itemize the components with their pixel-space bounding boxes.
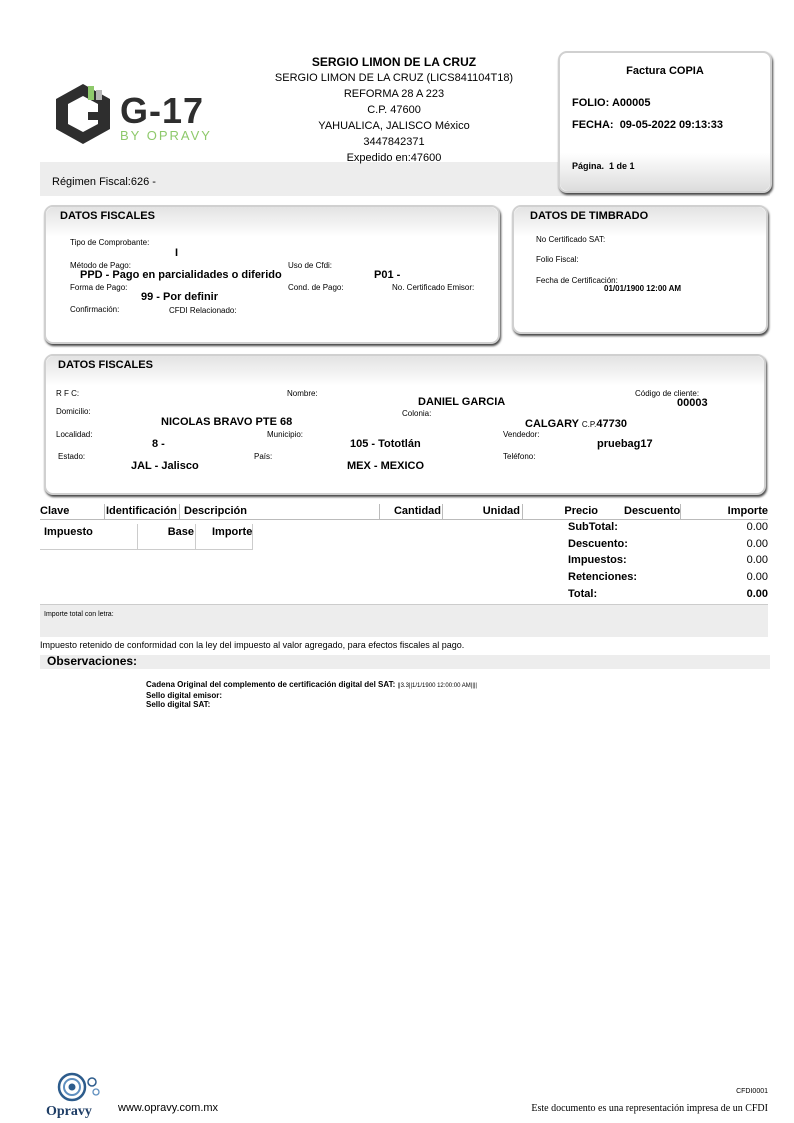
fecha-row <box>572 119 723 131</box>
metodo-pago-value: PPD - Pago en parcialidades o diferido <box>80 269 282 281</box>
fecha-cert-value: 01/01/1900 12:00 AM <box>604 284 682 293</box>
nombre-label: Nombre: <box>287 389 318 398</box>
invoice-box <box>558 51 772 193</box>
pagina-value: 1 de 1 <box>609 161 635 171</box>
descuento-label: Descuento: <box>568 537 628 550</box>
company-postal: C.P. 47600 <box>367 104 421 116</box>
col-descuento: Descuento <box>624 505 681 517</box>
company-phone: 3447842371 <box>363 136 425 148</box>
footer-code: CFDI0001 <box>736 1088 768 1095</box>
company-city: YAHUALICA, JALISCO México <box>318 120 470 132</box>
folio-value: A00005 <box>611 97 651 109</box>
regimen-fiscal: Régimen Fiscal:626 - <box>52 176 156 188</box>
cadena-value: ||3.3||1/1/1900 12:00:00 AM|||| <box>397 683 477 689</box>
company-rfc: SERGIO LIMON DE LA CRUZ (LICS841104T18) <box>274 72 514 84</box>
col-descripcion: Descripción <box>184 505 247 517</box>
fecha-cert-label: Fecha de Certificación: <box>536 276 618 285</box>
footer-brand: Opravy <box>46 1104 92 1119</box>
footer-note: Este documento es una representación impresa de un CFDI <box>531 1103 768 1114</box>
localidad-label: Localidad: <box>56 430 93 439</box>
col-separator <box>680 504 681 519</box>
folio-row <box>572 97 650 109</box>
timbrado-title: DATOS DE TIMBRADO <box>530 210 649 222</box>
company-address: REFORMA 28 A 223 <box>343 88 445 100</box>
totals-block <box>568 521 768 605</box>
col-cantidad: Cantidad <box>393 505 441 517</box>
domicilio-label: Domicilio: <box>56 407 91 416</box>
timbrado-panel <box>512 205 768 334</box>
cadena-label: Cadena Original del complemento de certificación digital del SAT: <box>146 680 396 689</box>
expedido-en: Expedido en:47600 <box>346 152 442 164</box>
tax-col-separator <box>195 524 196 549</box>
company-name: SERGIO LIMON DE LA CRUZ <box>311 55 477 69</box>
retenciones-label: Retenciones: <box>568 570 638 583</box>
total-value: 0.00 <box>746 587 768 600</box>
total-label: Total: <box>568 587 598 600</box>
codigo-cliente-value: 00003 <box>677 397 708 409</box>
uso-cfdi-label: Uso de Cfdi: <box>288 261 333 270</box>
receptor-title: DATOS FISCALES <box>58 359 153 371</box>
observaciones-title: Observaciones: <box>47 654 138 668</box>
fecha-value: 09-05-2022 09:13:33 <box>619 119 724 131</box>
col-separator <box>522 504 523 519</box>
col-separator <box>104 504 105 519</box>
rfc-label: R F C: <box>56 389 80 398</box>
panel-header-shade <box>46 356 764 386</box>
col-separator <box>442 504 443 519</box>
g17-logo-icon <box>52 82 114 144</box>
confirmacion-label: Confirmación: <box>70 305 120 314</box>
total-row <box>568 521 768 538</box>
fecha-label: FECHA: <box>572 119 614 131</box>
pais-label: País: <box>254 452 273 461</box>
municipio-value: 105 - Tototlán <box>350 438 421 450</box>
pagina-label: Página. <box>572 161 605 171</box>
tax-col-separator <box>137 524 138 549</box>
total-row <box>568 554 768 571</box>
telefono-label: Teléfono: <box>503 452 536 461</box>
forma-pago-label: Forma de Pago: <box>70 283 128 292</box>
total-row <box>568 588 768 605</box>
impuestos-label: Impuestos: <box>568 554 627 566</box>
company-logo <box>52 82 232 146</box>
cfdi-relacionado-label: CFDI Relacionado: <box>169 306 237 315</box>
domicilio-value: NICOLAS BRAVO PTE 68 <box>161 416 293 428</box>
pagina-row <box>572 161 635 171</box>
cert-sat-label: No Certificado SAT: <box>536 235 606 244</box>
opravy-logo-icon <box>52 1072 108 1102</box>
footer-logo <box>44 1072 110 1118</box>
tipo-comprobante-label: Tipo de Comprobante: <box>70 238 150 247</box>
descuento-value: 0.00 <box>746 537 768 550</box>
impuestos-value: 0.00 <box>746 554 768 566</box>
nombre-value: DANIEL GARCIA <box>418 396 506 408</box>
receptor-panel <box>44 354 766 495</box>
retenciones-value: 0.00 <box>746 570 768 583</box>
tax-header-importe: Importe <box>212 526 253 538</box>
codigo-cliente-label: Código de cliente: <box>635 389 700 398</box>
datos-fiscales-title: DATOS FISCALES <box>60 210 155 222</box>
tax-header-base: Base <box>167 526 194 538</box>
vendedor-label: Vendedor: <box>503 430 540 439</box>
logo-subtext: BY OPRAVY <box>120 128 212 143</box>
issuer-block <box>264 54 524 166</box>
col-precio: Precio <box>564 505 598 517</box>
importe-letra-label: Importe total con letra: <box>44 611 114 618</box>
subtotal-value: 0.00 <box>746 521 768 533</box>
folio-fiscal-label: Folio Fiscal: <box>536 255 579 264</box>
footer-website[interactable]: www.opravy.com.mx <box>118 1102 219 1114</box>
total-row <box>568 538 768 555</box>
estado-value: JAL - Jalisco <box>131 460 199 472</box>
invoice-box-bottom-shade <box>560 153 770 191</box>
col-unidad: Unidad <box>482 505 520 517</box>
cond-pago-label: Cond. de Pago: <box>288 283 344 292</box>
localidad-value: 8 - <box>152 438 165 450</box>
col-importe: Importe <box>727 505 768 517</box>
estado-label: Estado: <box>58 452 86 461</box>
pais-value: MEX - MEXICO <box>347 460 425 472</box>
total-row <box>568 571 768 588</box>
subtotal-label: SubTotal: <box>568 521 618 533</box>
tax-header-impuesto: Impuesto <box>44 526 93 538</box>
col-separator <box>179 504 180 519</box>
colonia-value: CALGARY <box>525 418 579 430</box>
logo-text: G-17 <box>120 90 205 131</box>
cert-emisor-label: No. Certificado Emisor: <box>392 283 475 292</box>
taxes-table <box>40 524 253 550</box>
col-clave: Clave <box>40 505 70 517</box>
uso-cfdi-value: P01 - <box>374 269 401 281</box>
tipo-comprobante-value: I <box>175 247 179 259</box>
forma-pago-value: 99 - Por definir <box>141 291 219 303</box>
municipio-label: Municipio: <box>267 430 304 439</box>
cp-value: 47730 <box>596 418 627 430</box>
importe-letra-band <box>40 605 768 637</box>
observaciones-band <box>40 655 770 669</box>
sello-sat-label: Sello digital SAT: <box>146 700 211 709</box>
cp-label: C.P. <box>581 420 597 429</box>
retencion-note: Impuesto retenido de conformidad con la ley del impuesto al valor agregado, para efectos fiscales al pago. <box>40 640 465 650</box>
vendedor-value: pruebag17 <box>597 438 653 450</box>
metodo-pago-label: Método de Pago: <box>70 261 131 270</box>
invoice-title: Factura COPIA <box>626 65 704 77</box>
items-header-rule <box>40 519 768 520</box>
sello-emisor-label: Sello digital emisor: <box>146 691 223 700</box>
folio-label: FOLIO: <box>572 97 610 109</box>
colonia-row <box>525 418 627 430</box>
colonia-label: Colonia: <box>402 409 432 418</box>
col-identificacion: Identificación <box>106 505 177 517</box>
cadena-row <box>146 680 477 691</box>
cadena-block <box>146 680 477 709</box>
